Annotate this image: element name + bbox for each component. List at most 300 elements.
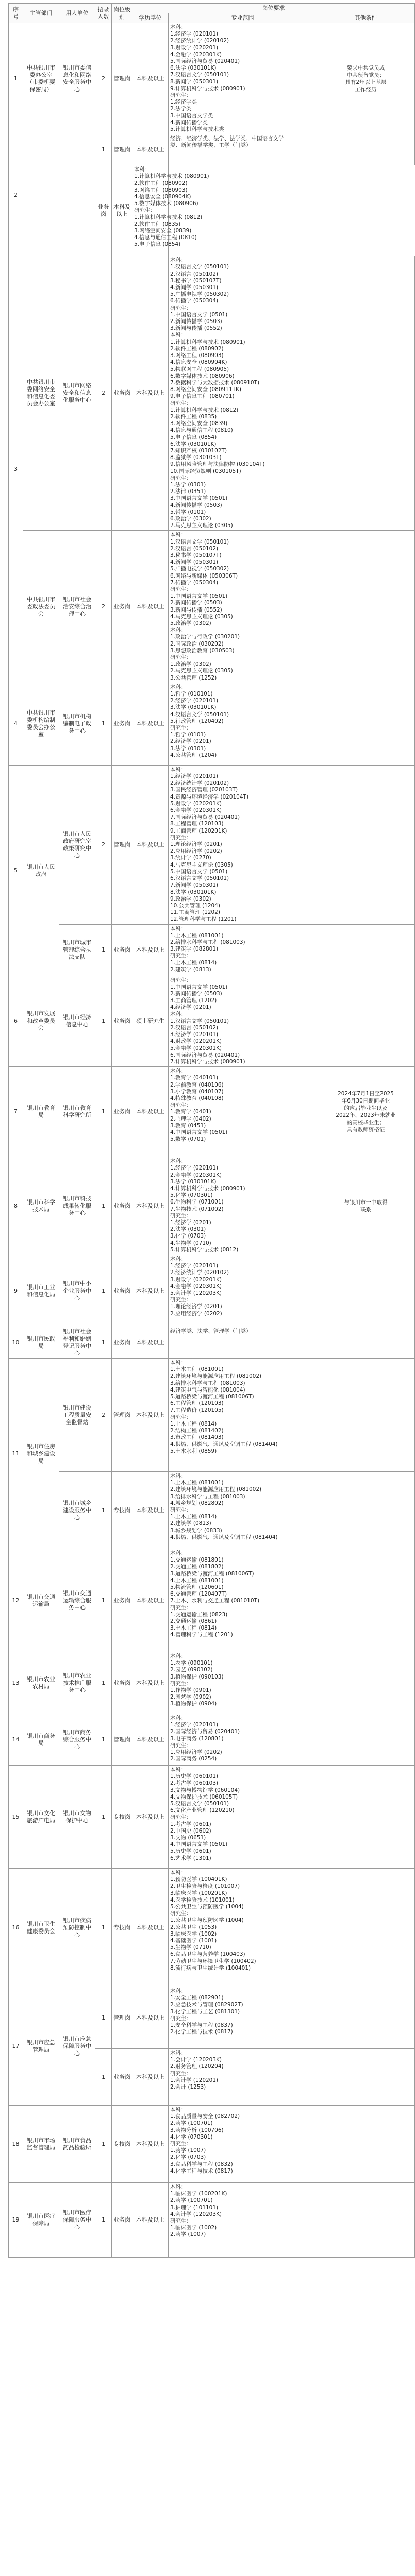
major-line: 2.结构工程 (081402) [170, 1428, 224, 1434]
row-dept: 中共银川市委办公室（市委机要保密局） [23, 23, 59, 134]
major-line: 5.历史学 (0601) [170, 1848, 211, 1855]
major-line: 8.法学 (030101K) [170, 889, 217, 895]
major-range [169, 1327, 317, 1359]
major-line: 2.新闻传播学 (0503) [170, 318, 222, 325]
education-requirement: 本科及以上 [132, 1766, 169, 1869]
major-line: 4.信息安全 (080904K) [170, 359, 227, 366]
row-seq: 1 [9, 23, 23, 134]
education-requirement: 本科及以上 [132, 2183, 169, 2258]
major-line: 4.供热、供燃气、通风及空调工程 (081404) [170, 1534, 278, 1540]
major-line: 1.哲学 (0101) [170, 732, 206, 738]
major-line: 7.数据科学与大数据技术 (080910T) [170, 379, 260, 386]
position-level: 业务岗 [112, 2049, 132, 2106]
major-line: 2.马克思主义理论 (0305) [170, 668, 233, 674]
major-line: 3.植物保护 (090103) [170, 1673, 224, 1680]
table-row [9, 1987, 415, 2049]
major-line: 1.计算机科学与技术 (080901) [170, 338, 245, 345]
major-line: 研究生： [170, 474, 192, 481]
major-line: 经济、经济学类、法学、法学类、中国语言文学 [170, 135, 284, 142]
major-range [169, 1067, 317, 1157]
major-line: 本科： [170, 2050, 187, 2056]
major-line: 2.软件工程 (0835) [170, 413, 217, 420]
row-dept: 银川市工业和信息化局 [23, 1255, 59, 1327]
table-row [9, 683, 415, 765]
position-level: 管理岗 [112, 134, 132, 165]
major-line: 6.艺术学 (1301) [170, 1855, 211, 1861]
table-row [9, 134, 415, 165]
row-dept [23, 134, 59, 256]
position-level: 业务岗 [112, 2183, 132, 2258]
major-line: 4.城乡规划 (082802) [170, 1500, 224, 1506]
major-line: 本科： [170, 1767, 187, 1773]
major-line: 1.汉语言文学 (050101) [170, 1018, 229, 1024]
header-other: 其他条件 [317, 13, 415, 23]
major-line: 5.计算机科学与技术类 [170, 126, 224, 133]
row-unit: 银川市委信息化和网络安全服务中心 [59, 23, 95, 134]
row-dept: 银川市教育局 [23, 1067, 59, 1157]
education-requirement: 本科及以上 [132, 1714, 169, 1766]
major-line: 7.新闻学 (050301) [170, 882, 219, 889]
other-conditions [317, 1869, 415, 1987]
major-line: 研究生： [170, 977, 192, 984]
major-line: 2.经济学 (020101) [170, 698, 219, 704]
major-range [169, 1472, 317, 1549]
major-line: 2.国际商务 (0254) [170, 1756, 217, 1762]
major-line: 5.行政管理 (120402) [170, 718, 224, 724]
major-line: 8.工程管理 (120103) [170, 821, 224, 827]
row-dept: 中共银川市委政法委员会 [23, 531, 59, 683]
other-conditions [317, 1157, 415, 1255]
major-range [169, 1652, 317, 1714]
row-count: 1 [95, 1987, 112, 2049]
row-count: 1 [95, 924, 112, 976]
major-line: 1.交通运输工程 (0823) [170, 1611, 228, 1618]
row-unit: 银川市建设工程质量安全监督站 [59, 1359, 95, 1472]
major-line: 3.化学工程与工艺 (081301) [170, 2008, 240, 2015]
major-line: 4.马克思主义理论 (0305) [170, 861, 233, 868]
table-row [9, 531, 415, 683]
education-requirement: 本科及以上 [132, 134, 169, 165]
table-row [9, 1869, 415, 1987]
row-count: 1 [95, 1157, 112, 1255]
row-unit: 银川市城市管理综合执法支队 [59, 924, 95, 976]
other-conditions [317, 976, 415, 1067]
other-conditions [317, 683, 415, 765]
position-level: 业务岗 [112, 976, 132, 1067]
note-line: 工作经历 [355, 86, 377, 93]
table-body [9, 23, 415, 2258]
header-edu: 学历学位 [132, 13, 169, 23]
major-line: 1.考古学 (0601) [170, 1821, 211, 1827]
table-row [9, 1652, 415, 1714]
table-row [9, 1549, 415, 1652]
major-line: 2.财务管理 (120204) [170, 2063, 224, 2070]
major-line: 1.交通运输 (081801) [170, 1557, 224, 1564]
major-line: 3.新闻与传播 (0552) [170, 606, 222, 613]
row-seq: 19 [9, 2183, 23, 2258]
row-unit: 银川市经济信息中心 [59, 976, 95, 1067]
major-line: 9.政治学 (0302) [170, 895, 211, 902]
major-line: 4.特殊教育 (040108) [170, 1095, 224, 1101]
major-line: 研究生： [170, 1814, 192, 1821]
row-count: 1 [95, 134, 112, 165]
major-line: 1.经济学 (020101) [170, 31, 219, 38]
row-unit: 银川市城乡建设服务中心 [59, 1472, 95, 1549]
row-dept: 银川市卫生健康委员会 [23, 1869, 59, 1987]
major-line: 9.工商管理 (120201K) [170, 827, 227, 834]
major-line: 2.软件工程 (080902) [170, 345, 224, 352]
major-line: 本科： [170, 332, 187, 338]
major-line: 1.政治学与行政学 (030201) [170, 634, 240, 640]
note-line: 中共预备党员； [346, 72, 385, 78]
major-line: 5.会计学 (120203K) [170, 1290, 222, 1297]
note-line: 要求中共党员或 [346, 64, 385, 71]
major-line: 1.临床医学 (100201K) [170, 2191, 227, 2197]
row-unit: 银川市交通运输综合服务中心 [59, 1549, 95, 1652]
major-line: 研究生： [170, 2218, 192, 2225]
major-line: 2.交通运输 (0861) [170, 1618, 217, 1625]
row-dept: 银川市医疗保障局 [23, 2183, 59, 2258]
major-line: 研究生： [170, 654, 192, 661]
major-line: 研究生： [170, 2015, 192, 2022]
major-line: 4.汉语言文学 (050101) [170, 711, 229, 718]
major-line: 3.新闻与传播 (0552) [170, 325, 222, 332]
major-line: 7.土木、水利与交通工程 (081010T) [170, 1598, 260, 1604]
major-line: 4.金融学 (020301K) [170, 1283, 222, 1290]
row-unit: 银川市社会治安综合治理中心 [59, 531, 95, 683]
row-dept: 银川市交通运输局 [23, 1549, 59, 1652]
row-seq: 16 [9, 1869, 23, 1987]
major-line: 研究生： [170, 304, 192, 311]
row-count: 2 [95, 531, 112, 683]
row-dept: 银川市人民政府 [23, 765, 59, 976]
major-line: 7.生物技术 (071002) [170, 1206, 224, 1212]
major-line: 研究生： [170, 1910, 192, 1917]
row-count: 2 [95, 765, 112, 924]
major-line: 3.给排水科学与工程 (081003) [170, 1493, 245, 1500]
table-row [9, 1067, 415, 1157]
other-conditions [317, 1472, 415, 1549]
major-line: 本科： [170, 766, 187, 773]
major-line: 4.生物学 (0710) [170, 1240, 211, 1246]
major-line: 研究生： [170, 1604, 192, 1611]
major-line: 5.物联网工程 (080905) [170, 366, 229, 372]
major-line: 3.中国语言文学 (0501) [170, 495, 228, 502]
major-line: 6.交通管理 (120407T) [170, 1591, 227, 1598]
major-line: 4.中国语言文学 (0501) [170, 1841, 228, 1848]
major-line: 5.电子信息 (0854) [134, 241, 181, 248]
major-line: 类、新闻传播学类、工学（门类） [170, 142, 252, 149]
row-seq: 17 [9, 1987, 23, 2106]
major-range [169, 1157, 317, 1255]
major-line: 研究生： [170, 1507, 192, 1514]
major-line: 5.生物学 (0710) [170, 1944, 211, 1951]
major-line: 1.哲学 (010101) [170, 691, 213, 698]
row-count: 1 [95, 1472, 112, 1549]
major-line: 6.文化产业管理 (120210) [170, 1807, 235, 1814]
major-line: 3.药物分析 (100706) [170, 2127, 224, 2133]
row-seq: 2 [9, 134, 23, 256]
major-line: 6.政治学 (0302) [170, 515, 211, 522]
position-level: 专技岗 [112, 1869, 132, 1987]
education-requirement: 本科及以上 [132, 2049, 169, 2106]
major-line: 本科： [170, 24, 187, 30]
major-line: 4.供热、供燃气、通风及空调工程 (081404) [170, 1441, 278, 1448]
major-range [169, 1255, 317, 1327]
education-requirement: 本科及以上 [132, 531, 169, 683]
major-line: 5.财政学 (020201K) [170, 800, 222, 807]
major-range [169, 1714, 317, 1766]
row-unit: 银川市农业技术推广服务中心 [59, 1652, 95, 1714]
major-range [169, 1987, 317, 2049]
other-conditions [317, 1359, 415, 1472]
note-line: 2024年7月1日至2025 [338, 1091, 394, 1097]
major-line: 3.秘书学 (050107T) [170, 277, 222, 284]
note-line: 的高校毕业生； [346, 1120, 385, 1126]
major-line: 本科： [170, 1653, 187, 1659]
note-line: 联系 [360, 1206, 371, 1213]
education-requirement: 本科及以上 [132, 1067, 169, 1157]
major-line: 7.马克思主义理论 (0305) [170, 522, 233, 529]
position-level: 业务岗 [112, 1652, 132, 1714]
major-line: 3.法学 (030101K) [170, 704, 217, 711]
major-line: 研究生： [170, 1212, 192, 1219]
row-dept: 中共银川市委网络安全和信息化委员会办公室 [23, 256, 59, 531]
education-requirement: 本科及以上 [132, 1869, 169, 1987]
row-unit: 银川市人民政府研究室政策研究中心 [59, 765, 95, 924]
major-line: 3.教育 (0451) [170, 1122, 206, 1129]
major-line: 2.法学类 [170, 106, 192, 112]
major-line: 研究生： [170, 953, 192, 959]
major-line: 2.法律 (0351) [170, 488, 206, 495]
major-line: 2.园艺 (090102) [170, 1667, 213, 1673]
major-line: 7.劳动卫生与环境卫生学 (100402) [170, 1958, 256, 1964]
major-line: 本科： [170, 1158, 187, 1165]
major-line: 2.国际经济与贸易 (020401) [170, 1728, 240, 1735]
major-line: 1.作物学 (0901) [170, 1687, 211, 1694]
major-line: 1.汉语言文学 (050101) [170, 538, 229, 545]
position-level: 业务岗 [95, 165, 112, 256]
row-unit: 银川市科技成果转化服务中心 [59, 1157, 95, 1255]
major-line: 2.经济学 (0201) [170, 738, 211, 745]
education-requirement: 本科及以上 [132, 2106, 169, 2183]
table-row [9, 256, 415, 531]
major-line: 1.政治学 (0302) [170, 661, 211, 668]
other-conditions [317, 2183, 415, 2258]
major-line: 1.农学 (090101) [170, 1660, 213, 1667]
position-level: 业务岗 [112, 683, 132, 765]
position-level: 业务岗 [112, 531, 132, 683]
major-line: 本科： [170, 2184, 187, 2190]
major-line: 2.药学 (100701) [170, 2197, 213, 2204]
major-line: 研究生： [170, 1680, 192, 1687]
major-line: 研究生： [170, 725, 192, 732]
major-line: 2.应用经济学 (0202) [170, 1310, 222, 1317]
major-line: 3.法学 (0301) [170, 745, 206, 752]
row-dept: 银川市民政局 [23, 1327, 59, 1359]
table-row [9, 1157, 415, 1255]
table-row [9, 1766, 415, 1869]
major-line: 5.化学 (070301) [170, 1192, 213, 1199]
row-count: 2 [95, 256, 112, 531]
row-seq: 3 [9, 256, 23, 683]
header-dept: 主管部门 [23, 4, 59, 23]
major-line: 1.经济学 (020101) [170, 1263, 219, 1269]
major-line: 11.工商管理 (1202) [170, 909, 220, 916]
row-count: 1 [95, 1714, 112, 1766]
major-line: 1.应用经济学 (0202) [170, 1749, 222, 1756]
other-conditions [317, 924, 415, 976]
major-range [169, 924, 317, 976]
major-line: 1.土木工程 (081001) [170, 1480, 224, 1486]
row-seq: 9 [9, 1255, 23, 1327]
table-header [9, 4, 415, 23]
row-unit: 银川市商务综合服务中心 [59, 1714, 95, 1766]
major-line: 1.经济学 (020101) [170, 1165, 219, 1172]
major-line: 3.网络工程 (080903) [134, 187, 188, 193]
major-line: 3.城乡规划学 (0833) [170, 1527, 222, 1534]
major-line: 8.网络空间安全 (080911TK) [170, 386, 241, 393]
major-line: 3.护理学 (101101) [170, 2204, 219, 2211]
major-line: 4.公共管理 (1204) [170, 752, 217, 758]
row-seq: 8 [9, 1157, 23, 1255]
table-row [9, 2106, 415, 2183]
major-line: 4.资源与环境经济学 (020104T) [170, 793, 249, 800]
major-line: 3.财政学 (020201) [170, 44, 219, 51]
major-line: 5.电子信息 (0854) [170, 434, 217, 440]
major-line: 1.会计学 (120203K) [170, 2057, 222, 2063]
other-conditions [317, 1987, 415, 2049]
major-line: 7.国际经济与贸易 (020401) [170, 814, 240, 821]
major-line: 1.土木工程 (0814) [170, 1420, 217, 1427]
major-line: 4.土木工程 (081001) [170, 1577, 224, 1584]
major-line: 3.法学 (030101K) [170, 1178, 217, 1185]
major-line: 9.电子信息工程 (080701) [170, 393, 235, 400]
major-line: 4.基础医学 (1001) [170, 1938, 217, 1944]
education-requirement: 本科及以上 [132, 1549, 169, 1652]
major-line: 7.计算机科学与技术 (080901) [170, 1058, 245, 1065]
major-line: 2.化学 (0703) [170, 2154, 206, 2161]
row-unit [59, 134, 95, 256]
major-line: 4.马克思主义理论 (0305) [170, 613, 233, 620]
major-line: 5.公共卫生与预防医学 (1004) [170, 1904, 244, 1910]
other-conditions [317, 531, 415, 683]
education-requirement: 本科及以上 [132, 765, 169, 924]
major-line: 2.新闻传播学 (0503) [170, 600, 222, 606]
other-conditions [317, 1327, 415, 1359]
row-count: 1 [95, 2106, 112, 2183]
major-line: 3.临床医学 (100201K) [170, 1890, 227, 1896]
row-dept: 银川市发展和改革委员会 [23, 976, 59, 1067]
major-line: 2.交通工程 (081802) [170, 1564, 224, 1570]
other-conditions [317, 1652, 415, 1714]
row-dept: 银川市应急管理局 [23, 1987, 59, 2106]
education-requirement: 硕士研究生 [132, 976, 169, 1067]
major-line: 4.财政学 (020201K) [170, 1038, 222, 1045]
major-line: 1.教育学 (040101) [170, 1075, 219, 1081]
major-line: 1.汉语言文学 (050101) [170, 264, 229, 270]
major-range [132, 165, 209, 256]
major-line: 3.小学教育 (040107) [170, 1088, 224, 1095]
major-range [169, 976, 317, 1067]
major-line: 1.历史学 (060101) [170, 1773, 219, 1780]
row-unit: 银川市疾病预防控制中心 [59, 1869, 95, 1987]
major-line: 4.文物保护技术 (060105T) [170, 1793, 238, 1800]
row-seq: 13 [9, 1652, 23, 1714]
education-requirement: 本科及以上 [132, 256, 169, 531]
major-line: 1.中国语言文学 (0501) [170, 984, 228, 990]
major-line: 本科： [170, 2107, 187, 2113]
major-range [169, 1549, 317, 1652]
major-line: 2.应用经济学 (0202) [170, 848, 222, 855]
major-line: 研究生： [170, 92, 192, 99]
major-range [169, 683, 317, 765]
other-conditions [317, 134, 415, 165]
major-line: 6.数字媒体技术 (080906) [170, 372, 235, 379]
major-line: 2.经济统计学 (020102) [170, 38, 229, 44]
major-line: 3.文物 (0651) [170, 1835, 206, 1841]
major-line: 1.计算机科学与技术 (0812) [134, 214, 203, 221]
major-line: 研究生： [170, 1414, 192, 1420]
major-line: 研究生： [170, 1297, 192, 1303]
header-major: 专业范围 [169, 13, 317, 23]
major-line: 4.新闻传播学类 [170, 119, 208, 126]
row-dept: 银川市市场监督管理局 [23, 2106, 59, 2183]
row-count: 1 [95, 2049, 112, 2106]
major-line: 本科： [170, 925, 187, 932]
row-count: 1 [95, 976, 112, 1067]
other-conditions [317, 2106, 415, 2183]
major-line: 1.理论经济学 (0201) [170, 841, 222, 848]
major-line: 8.新闻学 (050301) [170, 78, 219, 85]
major-line: 3.网络空间安全 (0839) [170, 420, 228, 427]
major-line: 本科： [170, 532, 187, 538]
major-range [169, 765, 317, 924]
major-line: 2.建筑环境与能源应用工程 (081002) [170, 1373, 262, 1380]
major-line: 3.财政学 (020201K) [170, 1276, 222, 1283]
major-line: 1.经济学类 [170, 99, 197, 106]
position-level: 管理岗 [112, 1987, 132, 2049]
header-count: 招录人数 [95, 4, 112, 23]
major-line: 5.汉语言文学 (050101) [170, 1801, 229, 1807]
table-row [9, 1255, 415, 1327]
table-row [9, 1714, 415, 1766]
major-line: 3.网络工程 (080903) [170, 352, 224, 359]
table-row [9, 2183, 415, 2258]
row-count: 1 [95, 1549, 112, 1652]
major-line: 2.应急技术与管理 (082902T) [170, 2002, 243, 2008]
header-requirements: 岗位要求 [132, 4, 415, 13]
major-line: 本科： [170, 1068, 187, 1075]
major-line: 5.计算机科学与技术 (0812) [170, 1246, 239, 1253]
major-line: 研究生： [170, 834, 192, 841]
position-level: 业务岗 [112, 1067, 132, 1157]
major-line: 2.法学 (0301) [170, 1226, 206, 1233]
position-level: 业务岗 [112, 1327, 132, 1359]
education-requirement: 本科及以上 [132, 1255, 169, 1327]
major-line: 3.中国语言文学类 [170, 112, 213, 119]
table-row [9, 765, 415, 924]
row-dept: 银川市住房和城乡建设局 [23, 1359, 59, 1549]
row-seq: 18 [9, 2106, 23, 2183]
education-requirement: 本科及以上 [112, 165, 132, 256]
major-line: 6.生物科学 (071001) [170, 1199, 224, 1206]
major-line: 4.新闻学 (050301) [170, 559, 219, 566]
position-level: 业务岗 [112, 1157, 132, 1255]
major-line: 4.经济学 (0201) [170, 1004, 211, 1011]
row-seq: 12 [9, 1549, 23, 1652]
major-line: 2.汉语言 (050102) [170, 270, 219, 277]
